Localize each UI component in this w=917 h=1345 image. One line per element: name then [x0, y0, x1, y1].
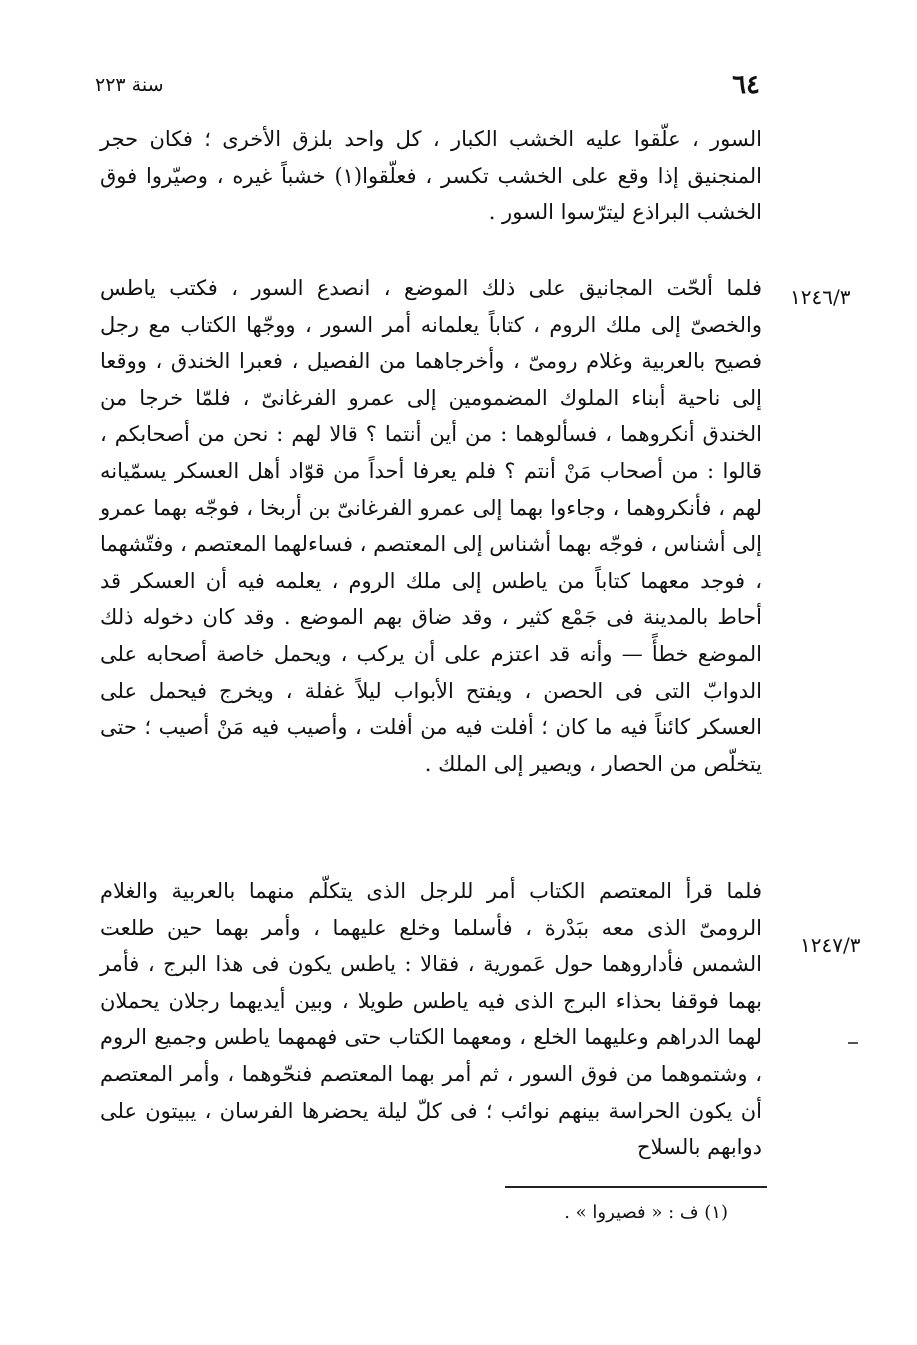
- margin-dash-mark: [848, 1042, 858, 1044]
- margin-reference-1: ١٢٤٦/٣: [790, 285, 851, 309]
- page-header: [95, 70, 760, 104]
- margin-reference-2: ١٢٤٧/٣: [800, 933, 861, 957]
- paragraph-3: فلما قرأ المعتصم الكتاب أمر للرجل الذى يتكلّم منهما بالعربية والغلام الرومىّ الذى معه ببَدْرة ، فأسلما وخلع عليهما ، وأمر بهما حين طلعت الشمس فأداروهما حول عَمورية ، فقالا : ياطس يكون فى هذا البرج ، فأمر بهما فوقفا بحذاء البرج الذى فيه ياطس طويلا ، وبين أيديهما رجلان يحملان لهما الدراهم وعليهما الخلع ، ومعهما الكتاب حتى فهمهما ياطس وجميع الروم ، وشتموهما من فوق السور ، ثم أمر بهما المعتصم فنحّوهما ، وأمر المعتصم أن يكون الحراسة بينهم نوائب ؛ فى كلّ ليلة يحضرها الفرسان ، يبيتون على دوابهم بالسلاح: [100, 879, 762, 1160]
- running-head-year: سنة ٢٢٣: [95, 74, 164, 96]
- paragraph-1: السور ، علّقوا عليه الخشب الكبار ، كل واحد بلزق الأخرى ؛ فكان حجر المنجنيق إذا وقع على الخشب تكسر ، فعلّقوا(١) خشباً غيره ، وصيّروا فوق الخشب البراذع ليترّسوا السور .: [100, 127, 762, 225]
- page-number: ٦٤: [732, 70, 760, 100]
- footnote-divider: [505, 1186, 767, 1188]
- paragraph-2: فلما ألحّت المجانيق على ذلك الموضع ، انصدع السور ، فكتب ياطس والخصىّ إلى ملك الروم ، كتاباً يعلمانه أمر السور ، ووجّها الكتاب مع رجل فصيح بالعربية وغلام رومىّ ، وأخرجاهما من الفصيل ، فعبرا الخندق ، ووقعا إلى ناحية أبناء الملوك المضمومين إلى عمرو الفرغانىّ ، فلمّا خرجا من الخندق أنكروهما ، فسألوهما : من أين أنتما ؟ قالا لهم : نحن من أصحابكم ، قالوا : من أصحاب مَنْ أنتم ؟ فلم يعرفا أحداً من قوّاد أهل العسكر يسمّيانه لهم ، فأنكروهما ، وجاءوا بهما إلى عمرو الفرغانىّ بن أربخا ، فوجّه بهما عمرو إلى أشناس ، فوجّه بهما أشناس إلى المعتصم ، فساءلهما المعتصم ، وفتّشهما ، فوجد معهما كتاباً من ياطس إلى ملك الروم ، يعلمه فيه أن العسكر قد أحاط بالمدينة فى جَمْع كثير ، وقد ضاق بهم الموضع . وقد كان دخوله ذلك الموضع خطأً — وأنه قد اعتزم على أن يركب ، ويحمل خاصة أصحابه على الدوابّ التى فى الحصن ، ويفتح الأبواب ليلاً غفلة ، ويخرج فيحمل على العسكر كائناً فيه ما كان ؛ أفلت فيه من أفلت ، وأصيب فيه مَنْ أصيب ؛ حتى يتخلّص من الحصار ، ويصير إلى الملك .: [100, 276, 762, 776]
- footnote: (١) ف : « فصيروا » .: [564, 1202, 728, 1223]
